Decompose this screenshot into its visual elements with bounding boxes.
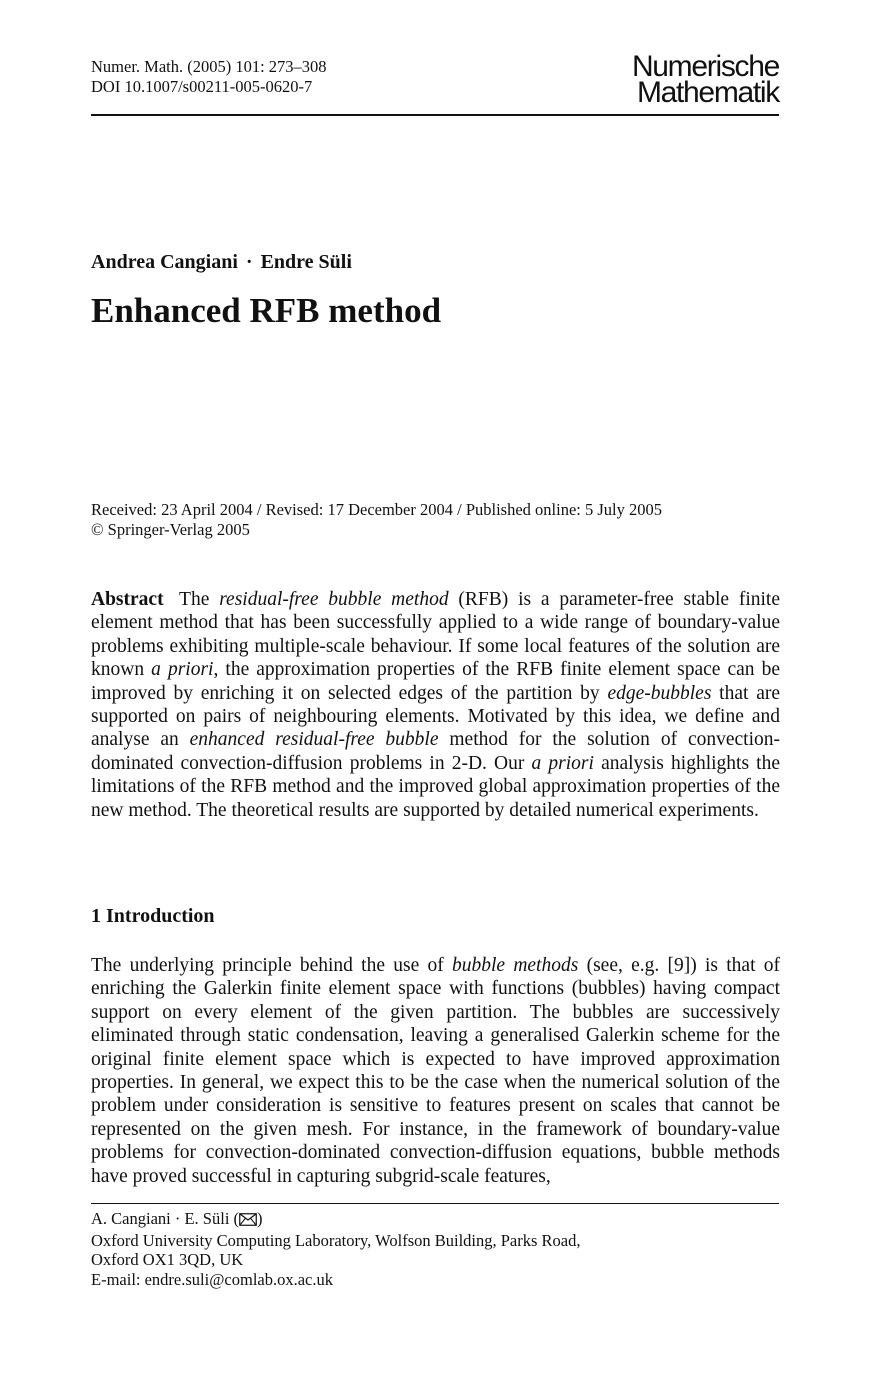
author-separator: · — [245, 251, 253, 273]
emphasis-text: a priori — [151, 659, 214, 681]
footnote-city: Oxford OX1 3QD, UK — [91, 1250, 244, 1269]
emphasis-text: residual-free bubble method — [219, 589, 449, 610]
emphasis-text: bubble methods — [452, 955, 579, 976]
abstract-label: Abstract — [91, 589, 164, 610]
citation-text: Numer. Math. (2005) 101: 273–308 — [91, 57, 327, 76]
body-text: that are supported on pairs of neighbouring elements. Motivated by this idea, we define and analyse an — [91, 682, 780, 751]
body-text: (see, e.g. [9]) is that of enriching the Galerkin finite element space with functions (bubbles) having compact support on every element of the given partition. The bubbles are successively eliminated through static condensation, leaving a generalised Galerkin scheme for the original finite element space which is expected to have improved approximation properties. In general, we expect this to be the case when the numerical solution of the problem under consideration is sensitive to features present on scales that cannot be represented on the given mesh. For instance, in the framework of boundary-value problems for convection-dominated convection-diffusion equations, bubble methods have proved successful in capturing subgrid-scale features, — [91, 955, 780, 1187]
footnote-authors — [91, 1209, 581, 1231]
journal-logo — [585, 50, 779, 109]
footnote-rule — [91, 1203, 779, 1204]
header-rule — [91, 114, 779, 116]
body-text: The underlying principle behind the use of — [91, 955, 452, 976]
body-text: (RFB) is a parameter-free stable finite element method that has been successfully applied to a wide range of boundary-value problems exhibiting multiple-scale behaviour. If some local features of the solution are known — [91, 589, 780, 681]
section-heading: 1 Introduction — [91, 905, 215, 927]
emphasis-text: enhanced residual-free bubble — [189, 729, 439, 751]
footnote — [91, 1209, 581, 1289]
copyright-line: © Springer-Verlag 2005 — [91, 519, 250, 539]
paper-title: Enhanced RFB method — [91, 291, 442, 330]
publication-dates — [91, 500, 662, 539]
abstract-body — [91, 589, 780, 821]
journal-logo-line2: Mathematik — [636, 76, 779, 109]
author-list — [91, 251, 352, 274]
footnote-authors-close: ) — [257, 1209, 263, 1228]
footnote-authors-text: A. Cangiani · E. Süli ( — [91, 1209, 240, 1228]
emphasis-text: a priori — [531, 752, 594, 774]
author-name: Endre Süli — [260, 251, 352, 273]
body-text: The — [179, 589, 220, 610]
envelope-icon — [239, 1211, 257, 1231]
body-text: , the approximation properties of the RFB finite element space can be improved by enriching it on selected edges of the partition by — [91, 659, 780, 704]
body-text: analysis highlights the limitations of the RFB method and the improved global approximation properties of the new method. The theoretical results are supported by detailed numerical experiments. — [91, 752, 781, 821]
abstract — [91, 588, 780, 822]
citation-header — [91, 57, 327, 96]
footnote-affiliation: Oxford University Computing Laboratory, Wolfson Building, Parks Road, — [91, 1230, 581, 1250]
journal-logo-line1: Numerische — [631, 50, 779, 83]
dates-line: Received: 23 April 2004 / Revised: 17 December 2004 / Published online: 5 July 2005 — [91, 500, 663, 519]
emphasis-text: edge-bubbles — [607, 682, 712, 704]
introduction-body — [91, 954, 780, 1188]
body-text: method for the solution of convection-dominated convection-diffusion problems in 2-D. Our — [91, 729, 780, 774]
doi-text: DOI 10.1007/s00211-005-0620-7 — [91, 76, 313, 96]
author-name: Andrea Cangiani — [91, 251, 238, 273]
footnote-email: E-mail: endre.suli@comlab.ox.ac.uk — [91, 1269, 333, 1289]
